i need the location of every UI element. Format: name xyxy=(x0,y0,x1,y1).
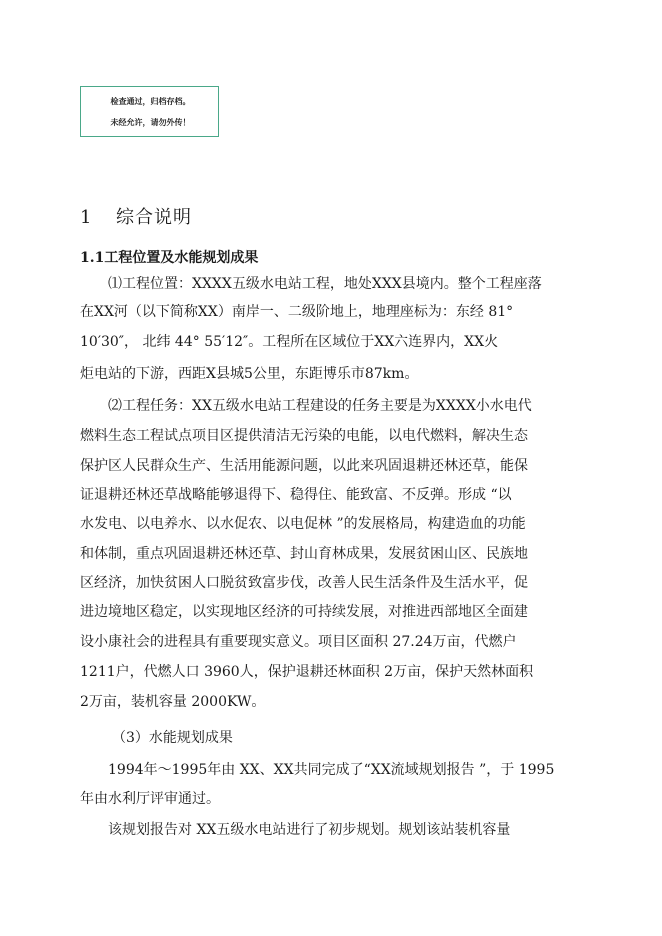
paragraph-line: 年由水利厅评审通过。 xyxy=(80,791,220,807)
paragraph-line: 进边境地区稳定，以实现地区经济的可持续发展，对推进西部地区全面建 xyxy=(80,604,528,620)
paragraph-line: 和体制，重点巩固退耕还林还草、封山育林成果，发展贫困山区、民族地 xyxy=(80,546,528,562)
paragraph-line: 燃料生态工程试点项目区提供清洁无污染的电能，以电代燃料，解决生态 xyxy=(80,428,528,444)
paragraph-line: 保护区人民群众生产、生活用能源问题，以此来巩固退耕还林还草，能保 xyxy=(80,458,528,474)
paragraph-line: 1211户，代燃人口 3960人，保护退耕还林面积 2万亩，保护天然林面积 xyxy=(80,664,534,680)
paragraph-line: 10′30″， 北纬 44° 55′12″。工程所在区域位于XX六连界内，XX火 xyxy=(80,334,499,350)
stamp-line-1: 检查通过，归档存档。 xyxy=(110,96,191,106)
section-title: 综合说明 xyxy=(116,207,192,228)
subsection-heading: 1.1工程位置及水能规划成果 xyxy=(80,250,259,266)
paragraph-line: 证退耕还林还草战略能够退得下、稳得住、能致富、不反弹。形成 “以 xyxy=(80,487,512,503)
paragraph-line: 在XX河（以下简称XX）南岸一、二级阶地上，地理座标为：东经 81° xyxy=(80,304,514,320)
approval-stamp-box xyxy=(80,86,219,137)
paragraph-line: 水发电、以电养水、以水促农、以电促林 ”的发展格局，构建造血的功能 xyxy=(80,516,526,532)
paragraph-line: （3）水能规划成果 xyxy=(112,730,233,746)
section-number: 1 xyxy=(80,207,93,228)
paragraph-line: 该规划报告对 XX五级水电站进行了初步规划。规划该站装机容量 xyxy=(108,822,511,838)
paragraph-line: 炬电站的下游，西距X县城5公里，东距博乐市87km。 xyxy=(80,366,419,382)
paragraph-line: ⑵工程任务：XX五级水电站工程建设的任务主要是为XXXX小水电代 xyxy=(108,398,532,414)
stamp-line-2: 未经允许，请勿外传！ xyxy=(110,117,191,127)
paragraph-line: 设小康社会的进程具有重要现实意义。项目区面积 27.24万亩，代燃户 xyxy=(80,634,517,650)
section-heading xyxy=(80,203,192,229)
paragraph-line: 2万亩，装机容量 2000KW。 xyxy=(80,694,266,710)
paragraph-line: 区经济，加快贫困人口脱贫致富步伐，改善人民生活条件及生活水平，促 xyxy=(80,575,528,591)
paragraph-line: ⑴工程位置：XXXX五级水电站工程，地处XXX县境内。整个工程座落 xyxy=(108,276,542,292)
paragraph-line: 1994年～1995年由 XX、XX共同完成了“XX流域规划报告 ”，于 1995 xyxy=(108,762,555,778)
